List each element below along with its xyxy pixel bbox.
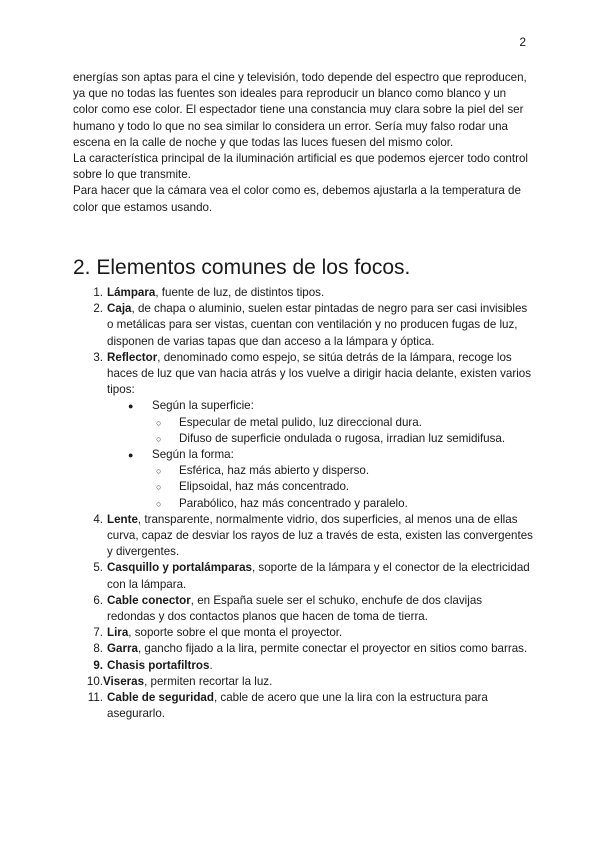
item-term: Garra	[107, 642, 138, 656]
item-text	[107, 658, 533, 674]
elements-list	[73, 285, 533, 722]
sub-bullet-item	[156, 463, 533, 479]
item-number: 10.	[86, 674, 103, 688]
body-text	[73, 70, 533, 216]
item-text	[107, 593, 533, 625]
item-term: Cable conector	[107, 593, 191, 607]
list-item	[73, 512, 533, 561]
item-desc: , transparente, normalmente vidrio, dos superficies, al menos una de ellas curva, capaz de desviar los rayos de luz a través de esta, existen las convergentes y divergentes.	[107, 512, 533, 559]
circle-bullet-icon: ○	[156, 433, 162, 444]
item-number: 6.	[93, 593, 103, 607]
item-desc: , soporte de la lámpara y el conector de la electricidad con la lámpara.	[107, 561, 530, 591]
item-number: 1.	[93, 286, 103, 299]
sub-bullet-text: Especular de metal pulido, luz direccional dura.	[179, 415, 422, 429]
item-text	[107, 560, 533, 592]
item-number: 11.	[87, 691, 103, 705]
bullet-item	[128, 447, 533, 463]
item-number: 2.	[93, 302, 103, 316]
list-item	[73, 625, 533, 641]
bullet-icon: ●	[128, 401, 134, 412]
item-term: Chasis portafiltros	[107, 658, 210, 672]
sub-bullet-item	[156, 415, 533, 431]
list-item	[73, 560, 533, 592]
item-number: 9.	[93, 658, 103, 672]
sub-bullet-text: Esférica, haz más abierto y disperso.	[179, 464, 370, 478]
item-text	[107, 350, 533, 399]
page-number: 2	[519, 35, 526, 49]
list-item	[73, 641, 533, 657]
item-text	[103, 674, 533, 690]
item-desc: , soporte sobre el que monta el proyector.	[128, 626, 343, 640]
sub-list	[156, 463, 533, 512]
item-text	[107, 285, 533, 301]
item-desc: .	[209, 658, 213, 672]
circle-bullet-icon: ○	[156, 466, 162, 477]
item-desc: , cable de acero que une la lira con la estructura para asegurarlo.	[107, 691, 488, 721]
item-number: 7.	[93, 626, 103, 640]
item-desc: , gancho fijado a la lira, permite conectar el proyector en sitios como barras.	[137, 642, 528, 656]
item-desc: , de chapa o aluminio, suelen estar pintadas de negro para ser casi invisibles o metálicas para ser vistas, cuentan con ventilación y no producen fugas de luz, disponen de varias tapas que dan acceso a la lámpara y óptica.	[107, 302, 528, 348]
item-number: 4.	[93, 512, 103, 526]
sub-bullet-item	[156, 496, 533, 512]
paragraph: La característica principal de la iluminación artificial es que podemos ejercer todo control sobre lo que transmite.	[73, 152, 528, 182]
bullet-label: Según la superficie:	[152, 399, 254, 413]
item-text	[107, 690, 533, 722]
item-term: Lira	[107, 626, 129, 640]
item-number: 5.	[93, 561, 103, 575]
item-text	[107, 301, 533, 350]
item-term: Cable de seguridad	[107, 691, 214, 705]
sub-bullet-item	[156, 479, 533, 495]
item-text	[107, 625, 533, 641]
item-text	[107, 641, 533, 657]
paragraph: energías son aptas para el cine y televisión, todo depende del espectro que reproducen, ya que no todas las fuentes son ideales para reproducir un blanco como blanco y un color como ese color. El espectador tiene una constancia muy clara sobre la piel del ser humano y todo lo que no sea similar lo considera un error. Sería muy falso rodar una escena en la calle de noche y que todas las luces fuesen del mismo color.	[73, 71, 527, 149]
sub-list	[156, 415, 533, 447]
circle-bullet-icon: ○	[156, 482, 162, 493]
item-desc: , permiten recortar la luz.	[144, 674, 273, 688]
list-item	[73, 285, 533, 301]
sub-bullet-text: Elipsoidal, haz más concentrado.	[179, 480, 350, 494]
bullet-label: Según la forma:	[152, 448, 234, 462]
item-term: Casquillo y portalámparas	[107, 561, 252, 575]
item-number: 3.	[93, 350, 103, 364]
item-term: Lente	[107, 512, 138, 526]
list-item	[73, 593, 533, 625]
list-item	[73, 350, 533, 399]
item-desc: , en España suele ser el schuko, enchufe de dos clavijas redondas y dos contactos planos que hacen de toma de tierra.	[107, 593, 483, 624]
list-item	[73, 674, 533, 690]
sub-bullet-item	[156, 431, 533, 447]
list-item	[73, 690, 533, 722]
sub-bullet-text: Difuso de superficie ondulada o rugosa, irradian luz semidifusa.	[179, 431, 506, 445]
section-heading: 2. Elementos comunes de los focos.	[73, 256, 411, 279]
item-term: Viseras	[103, 674, 145, 688]
circle-bullet-icon: ○	[156, 498, 162, 509]
item-desc: , denominado como espejo, se sitúa detrás de la lámpara, recoge los haces de luz que van hacia atrás y los vuelve a dirigir hacia delante, existen varios tipos:	[107, 350, 532, 397]
list-item	[73, 301, 533, 350]
item-desc: , fuente de luz, de distintos tipos.	[155, 286, 325, 299]
sub-bullet-text: Parabólico, haz más concentrado y paralelo.	[179, 496, 408, 510]
bullet-icon: ●	[128, 450, 134, 461]
item-term: Caja	[107, 302, 132, 316]
item-number: 8.	[93, 642, 103, 656]
circle-bullet-icon: ○	[156, 417, 162, 428]
item-text	[107, 512, 533, 561]
reflector-types	[128, 398, 533, 511]
item-term: Reflector	[107, 350, 158, 364]
paragraph: Para hacer que la cámara vea el color como es, debemos ajustarla a la temperatura de color que estamos usando.	[73, 184, 521, 214]
item-term: Lámpara	[107, 286, 156, 299]
list-item	[73, 658, 533, 674]
bullet-item	[128, 398, 533, 414]
